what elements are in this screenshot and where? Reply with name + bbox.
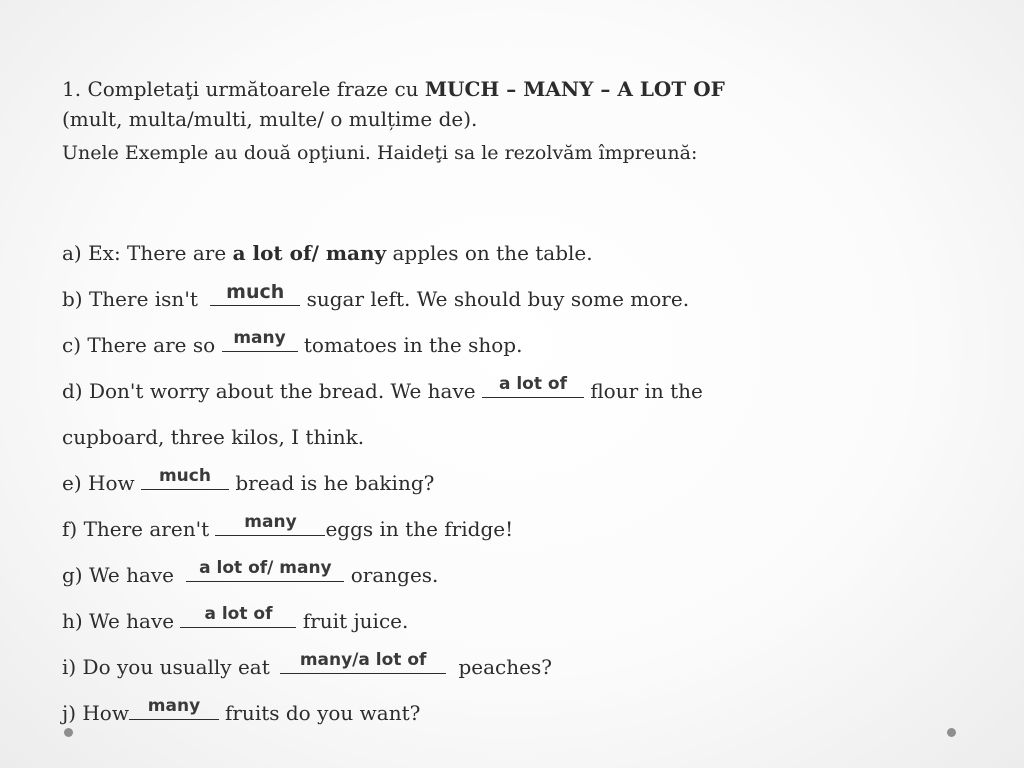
exercise-f-answer: many bbox=[244, 512, 297, 532]
exercise-a-after: apples on the table. bbox=[392, 241, 593, 265]
exercise-i bbox=[62, 650, 552, 679]
heading-number: 1. Completaţi următoarele fraze cu bbox=[62, 77, 419, 101]
exercise-h-before: h) We have bbox=[62, 609, 175, 633]
exercise-c-blank bbox=[222, 328, 298, 352]
exercise-f-blank bbox=[215, 512, 325, 536]
exercise-g-answer: a lot of/ many bbox=[199, 558, 332, 578]
exercise-i-blank bbox=[280, 650, 446, 674]
exercise-e bbox=[62, 466, 435, 495]
heading-line-1 bbox=[62, 74, 962, 104]
exercise-d-answer: a lot of bbox=[498, 374, 567, 394]
exercise-h-answer: a lot of bbox=[204, 604, 273, 624]
exercise-i-answer: many/a lot of bbox=[299, 650, 427, 670]
exercise-b-before: b) There isn't bbox=[62, 287, 198, 311]
exercise-h-blank bbox=[180, 604, 296, 628]
exercise-d-before: d) Don't worry about the bread. We have bbox=[62, 379, 476, 403]
exercise-h-after: fruit juice. bbox=[302, 609, 409, 633]
exercise-e-blank bbox=[141, 466, 229, 490]
exercise-j-before: j) How bbox=[62, 701, 129, 725]
exercise-j bbox=[62, 696, 421, 725]
exercise-j-blank bbox=[129, 696, 219, 720]
exercise-f-after: eggs in the fridge! bbox=[325, 517, 514, 541]
exercise-e-after: bread is he baking? bbox=[235, 471, 435, 495]
decorative-dot-left bbox=[64, 728, 73, 737]
exercise-a bbox=[62, 241, 593, 265]
exercise-g-after: oranges. bbox=[350, 563, 439, 587]
exercise-b-blank bbox=[210, 281, 300, 306]
exercise-i-before: i) Do you usually eat bbox=[62, 655, 270, 679]
exercise-g bbox=[62, 558, 439, 587]
exercise-a-answer: a lot of/ many bbox=[232, 241, 387, 265]
exercise-e-answer: much bbox=[158, 466, 211, 486]
exercise-d bbox=[62, 374, 703, 403]
exercise-f-before: f) There aren't bbox=[62, 517, 210, 541]
exercise-c-answer: many bbox=[233, 328, 286, 348]
exercise-c-after: tomatoes in the shop. bbox=[303, 333, 523, 357]
exercise-j-after: fruits do you want? bbox=[224, 701, 421, 725]
exercise-f bbox=[62, 512, 514, 541]
exercise-g-before: g) We have bbox=[62, 563, 175, 587]
instructions bbox=[62, 74, 962, 168]
heading-translation: (mult, multa/multi, multe/ o mulțime de). bbox=[62, 107, 478, 131]
exercise-i-after: peaches? bbox=[458, 655, 552, 679]
exercise-e-before: e) How bbox=[62, 471, 135, 495]
exercise-d-after: flour in the bbox=[590, 379, 703, 403]
exercise-b-answer: much bbox=[226, 281, 285, 303]
exercise-b-after: sugar left. We should buy some more. bbox=[306, 287, 690, 311]
heading-words: MUCH – MANY – A LOT OF bbox=[424, 77, 725, 101]
heading-note: Unele Exemple au două opţiuni. Haideţi sa le rezolvăm împreună: bbox=[62, 142, 698, 164]
exercise-d-blank bbox=[482, 374, 584, 398]
decorative-dot-right bbox=[947, 728, 956, 737]
exercise-g-blank bbox=[186, 558, 344, 582]
exercise-j-answer: many bbox=[147, 696, 201, 716]
exercise-h bbox=[62, 604, 409, 633]
exercise-d-continued: cupboard, three kilos, I think. bbox=[62, 425, 365, 449]
exercise-c bbox=[62, 328, 523, 357]
exercise-c-before: c) There are so bbox=[62, 333, 216, 357]
exercise-a-before: a) Ex: There are bbox=[62, 241, 227, 265]
exercise-b bbox=[62, 281, 690, 311]
